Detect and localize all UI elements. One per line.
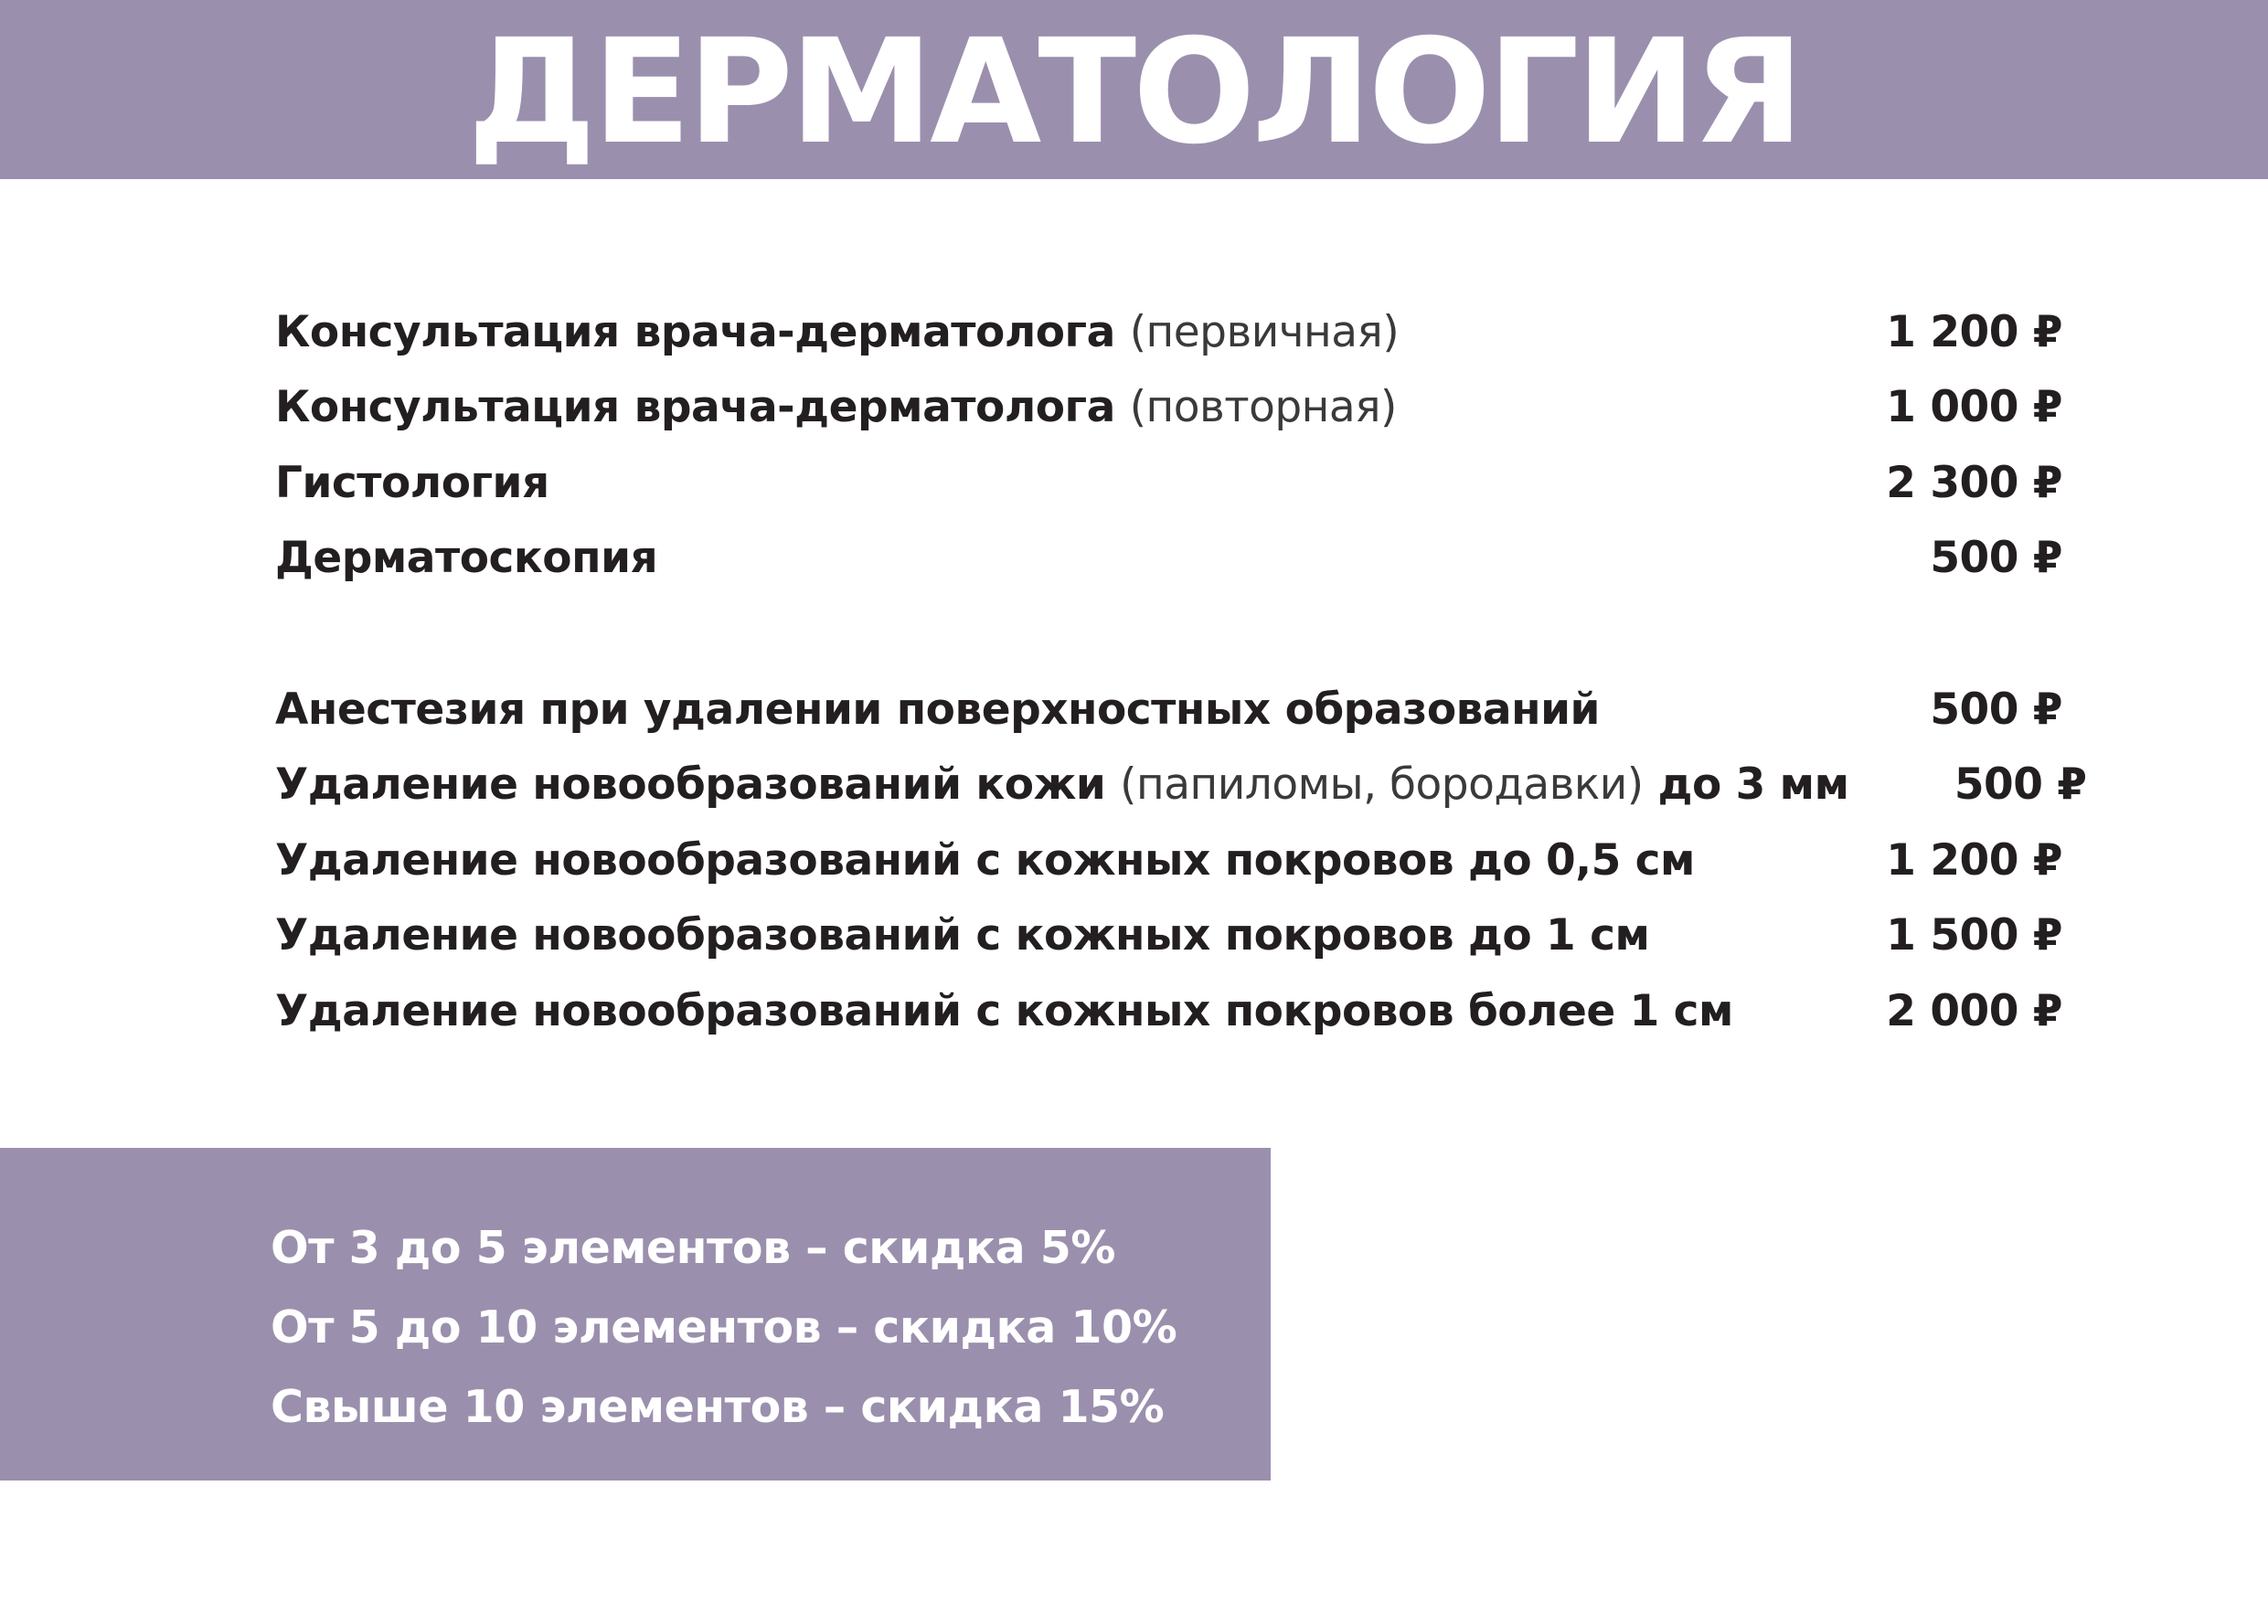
discount-item: Свыше 10 элементов – скидка 15% [271,1381,1165,1433]
service-title: Удаление новообразований с кожных покровов до 0,5 см [275,834,1695,886]
service-price: 500 ₽ [1954,759,2087,811]
service-title: Консультация врача-дерматолога [275,306,1115,357]
service-suffix: до 3 мм [1657,759,1849,811]
service-note: (повторная) [1129,382,1397,433]
price-row [275,370,2062,446]
price-row [275,823,2062,898]
discount-panel [0,1148,1271,1481]
header-banner [0,0,2268,179]
service-title: Гистология [275,457,549,508]
service-name [275,533,1825,583]
price-row [275,294,2062,370]
price-list [275,294,2087,1049]
service-name [275,382,1825,432]
service-name [275,307,1825,357]
price-row [275,672,2062,748]
price-row [275,748,2087,823]
discount-item: От 5 до 10 элементов – скидка 10% [271,1301,1177,1353]
service-title: Удаление новообразований с кожных покровов более 1 см [275,985,1733,1036]
service-name [275,685,1825,735]
price-row [275,521,2062,597]
service-title: Дерматоскопия [275,533,658,584]
service-title: Консультация врача-дерматолога [275,382,1115,433]
price-row [275,898,2062,974]
price-group-removal [275,672,2087,1049]
service-price: 1 200 ₽ [1886,834,2062,886]
service-name [275,910,1825,961]
service-price: 1 500 ₽ [1886,910,2062,961]
service-title: Удаление новообразований кожи [275,759,1106,811]
price-row [275,445,2062,521]
service-name [275,835,1825,886]
service-price: 1 000 ₽ [1886,382,2062,433]
service-price: 1 200 ₽ [1886,306,2062,357]
service-price: 500 ₽ [1930,684,2062,735]
service-price: 2 300 ₽ [1886,457,2062,508]
service-price: 500 ₽ [1930,533,2062,584]
service-note: (папиломы, бородавки) [1120,759,1644,811]
discount-list [271,1208,1177,1447]
service-name [275,759,1849,810]
service-name [275,986,1825,1036]
price-row [275,973,2062,1049]
service-name [275,458,1825,508]
service-title: Удаление новообразований с кожных покровов до 1 см [275,910,1650,961]
service-price: 2 000 ₽ [1886,985,2062,1036]
discount-item: От 3 до 5 элементов – скидка 5% [271,1222,1115,1274]
page-title: ДЕРМАТОЛОГИЯ [467,8,1801,176]
service-title: Анестезия при удалении поверхностных образований [275,684,1600,735]
service-note: (первичная) [1129,306,1400,357]
price-group-consultations [275,294,2062,596]
